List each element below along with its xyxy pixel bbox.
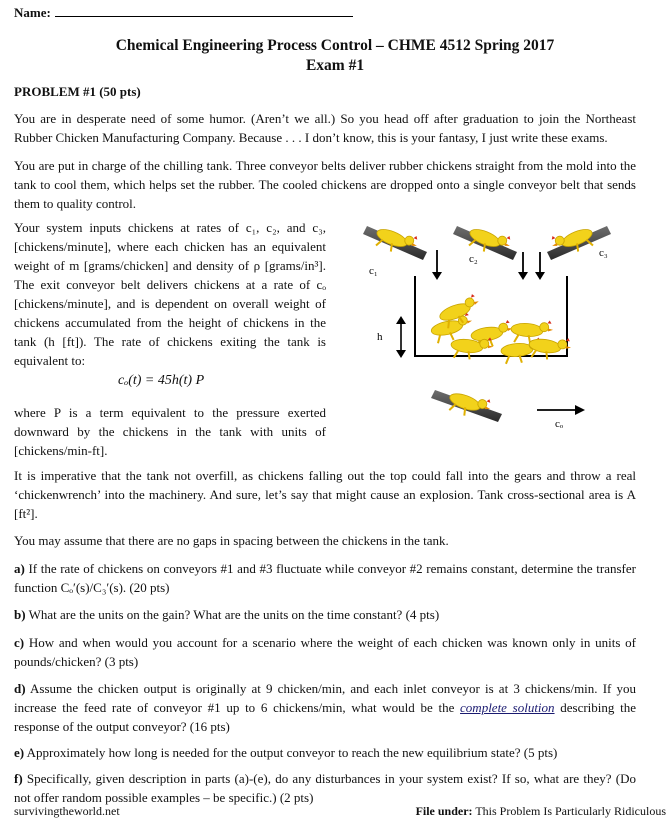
label-c2: c₂ [469, 253, 478, 265]
question-c [14, 633, 636, 671]
question-d-emphasis: complete solution [460, 700, 555, 715]
question-e [14, 743, 636, 762]
question-d [14, 679, 636, 736]
problem-heading: PROBLEM #1 (50 pts) [14, 84, 141, 99]
question-d-letter: d) [14, 681, 26, 696]
overfill-paragraph: It is imperative that the tank not overfill, as chickens falling out the top could fall into the gears and throw a real ‘chickenwrench’ into the machinery. And sure, let’s say that might cause an explosion. Tank cross-sectional area is A [ft²]. [14, 468, 636, 521]
name-label: Name: [14, 5, 51, 20]
file-under [416, 804, 666, 819]
label-c3: c₃ [599, 247, 608, 259]
name-field [14, 5, 353, 21]
system-description: Your system inputs chickens at rates of c₁, c₂, and c₃, [chickens/minute], where each chicken has an equivalent weight of m [grams/chicken] and density of ρ [grams/in³]. The exit conveyor belt delivers chickens at a rate of cₒ [chickens/minute], and is dependent on overall weight of chickens accumulated from the height of chickens in the tank (h [ft]). The rate of chickens exiting the tank is equivalent to: [14, 220, 326, 368]
footer [0, 801, 670, 821]
name-blank-line[interactable] [55, 6, 353, 17]
label-c1: c₁ [369, 265, 378, 277]
question-d-text-before: Assume the chicken output is originally at 9 chicken/min, and each inlet conveyor is at 3 chickens/min. If you increase the feed rate of conveyor #1 up to 6 chickens/min, what would be the [14, 681, 636, 715]
exit-conveyor [431, 386, 502, 423]
gaps-paragraph: You may assume that there are no gaps in spacing between the chickens in the tank. [14, 533, 449, 548]
question-b [14, 605, 636, 624]
question-a-text: If the rate of chickens on conveyors #1 and #3 fluctuate while conveyor #2 remains constant, determine the transfer function Cₒ′(s)/C₃′(s). (20 pts) [14, 561, 636, 595]
question-b-letter: b) [14, 607, 26, 622]
conveyor-1 [363, 222, 427, 260]
file-under-text: This Problem Is Particularly Ridiculous [472, 804, 666, 818]
pressure-description: where P is a term equivalent to the pressure exerted downward by the chickens in the tank with units of [chickens/min-ft]. [14, 405, 326, 458]
conveyor-2 [453, 222, 517, 260]
output-equation: cₒ(t) = 45h(t) P [118, 373, 205, 388]
question-a-letter: a) [14, 561, 25, 576]
question-f-letter: f) [14, 771, 23, 786]
intro-paragraph-1: You are in desperate need of some humor. (Aren’t we all.) So you head off after graduation to join the Northeast Rubber Chicken Manufacturing Company. Because . . . I don’t know, this is your fantasy, I just write these exams. [14, 111, 636, 145]
chilling-tank-diagram [337, 212, 655, 444]
question-b-text: What are the units on the gain? What are the units on the time constant? (4 pts) [25, 607, 440, 622]
question-c-letter: c) [14, 635, 25, 650]
question-e-text: Approximately how long is needed for the output conveyor to reach the new equilibrium state? (5 pts) [24, 745, 558, 760]
exam-title: Chemical Engineering Process Control – CHME 4512 Spring 2017 [115, 37, 555, 54]
question-d-text-after: describing the response of the output conveyor? (16 pts) [14, 700, 636, 734]
file-under-label: File under: [415, 804, 473, 818]
site-link[interactable]: survivingtheworld.net [14, 804, 120, 818]
question-e-letter: e) [14, 745, 25, 760]
label-co: cₒ [555, 418, 564, 430]
intro-paragraph-2: You are put in charge of the chilling tank. Three conveyor belts deliver rubber chickens straight from the mold into the tank to cool them, which helps set the rubber. The cooled chickens are dropped onto a single conveyor belt that sends them to quality control. [14, 158, 636, 211]
question-f-text: Specifically, given description in parts (a)-(e), do any disturbances in your system exist? If so, what are they? (Do not offer random possible examples – be specific.) (2 pts) [14, 771, 636, 805]
question-a [14, 559, 636, 597]
question-c-text: How and when would you account for a scenario where the weight of each chicken was known only in units of pounds/chicken? (3 pts) [14, 635, 636, 669]
label-h: h [377, 331, 383, 343]
exam-subtitle: Exam #1 [305, 57, 365, 74]
